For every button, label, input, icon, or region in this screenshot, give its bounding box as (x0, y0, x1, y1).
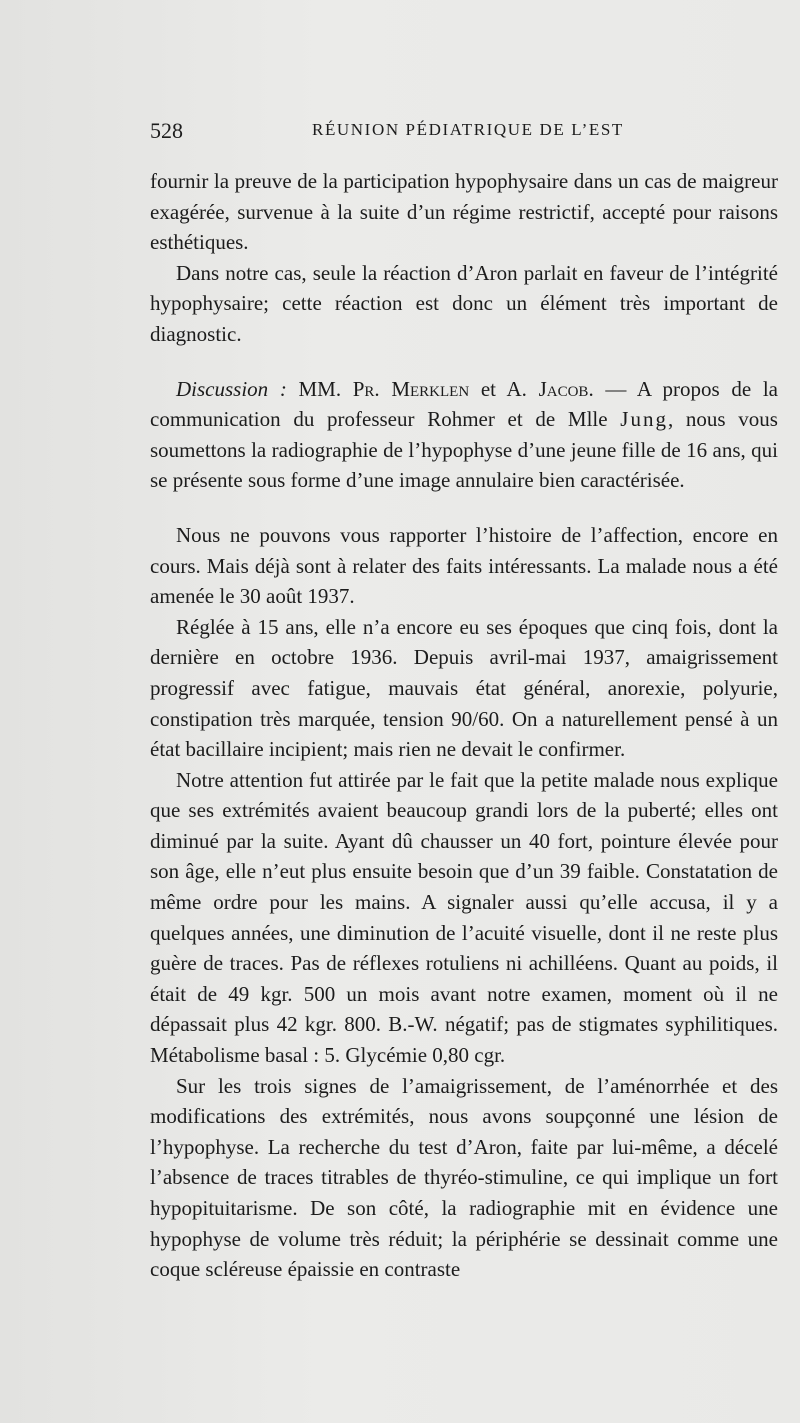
discussion-label: Discussion : (176, 376, 287, 401)
paragraph-signs: Sur les trois signes de l’amaigrissement, de l’aménorrhée et des modifications des extrémités, nous avons soupçonné une lésion de l’hypophyse. La recherche du test d’Aron, faite par lui-même, a décelé l’absence de traces titrables de thyréo-stimuline, ce qui implique un fort hypopituitarisme. De son côté, la radiographie mit en évidence une hypophyse de volume très réduit; la périphérie se dessinait comme une coque scléreuse épaissie en contraste (150, 1073, 778, 1282)
paragraph-history: Nous ne pouvons vous rapporter l’histoire de l’affection, encore en cours. Mais déjà sont à relater des faits intéressants. La malade nous a été amenée le 30 août 1937. (150, 522, 778, 609)
name-jung: Jung (620, 407, 668, 432)
paragraph-extremities: Notre attention fut attirée par le fait que la petite malade nous explique que ses extrémités avaient beaucoup grandi lors de la puberté; elles ont diminué par la suite. Ayant dû chausser un 40 fort, pointure élevée pour son âge, elle n’eut plus ensuite besoin que d’un 39 faible. Constatation de même ordre pour les mains. A signaler aussi qu’elle accusa, il y a quelques années, une diminution de l’acuité visuelle, dont il ne reste plus guère de traces. Pas de réflexes rotuliens ni achilléens. Quant au poids, il était de 49 kgr. 500 un mois avant notre examen, moment où il ne dépassait plus 42 kgr. 800. B.-W. négatif; pas de stigmates syphilitiques. Métabolisme basal : 5. Glycémie 0,80 cgr. (150, 767, 778, 1068)
page-number: 528 (150, 118, 183, 143)
author-jacob: Jacob. (538, 376, 594, 401)
text-block (150, 118, 778, 1285)
authors-prefix: MM. (286, 376, 353, 401)
paragraph-discussion (150, 374, 778, 496)
authors-conjunction: et A. (469, 376, 539, 401)
discussion-text-end: , nous vous soumettons la radiographie de l’hypophyse d’une jeune fille de 16 ans, qui se présente sous forme d’une image annulaire bien caractérisée. (150, 407, 778, 493)
paragraph-continuation: fournir la preuve de la participation hypophysaire dans un cas de maigreur exagérée, survenue à la suite d’un régime restrictif, accepté pour raisons esthétiques. (150, 169, 778, 255)
paragraph-menses: Réglée à 15 ans, elle n’a encore eu ses époques que cinq fois, dont la dernière en octobre 1936. Depuis avril-mai 1937, amaigrissement progressif avec fatigue, mauvais état général, anorexie, polyurie, constipation très marquée, tension 90/60. On a naturellement pensé à un état bacillaire incipient; mais rien ne devait le confirmer. (150, 614, 778, 762)
running-title: RÉUNION PÉDIATRIQUE DE L’EST (312, 120, 624, 139)
running-head (150, 118, 778, 152)
paragraph-aron-reaction: Dans notre cas, seule la réaction d’Aron parlait en faveur de l’intégrité hypophysaire; cette réaction est donc un élément très important de diagnostic. (150, 260, 778, 346)
discussion-text-start: — A propos de la communication du professeur Rohmer et de Mlle (150, 376, 778, 432)
author-merklen: Pr. Merklen (352, 376, 470, 401)
